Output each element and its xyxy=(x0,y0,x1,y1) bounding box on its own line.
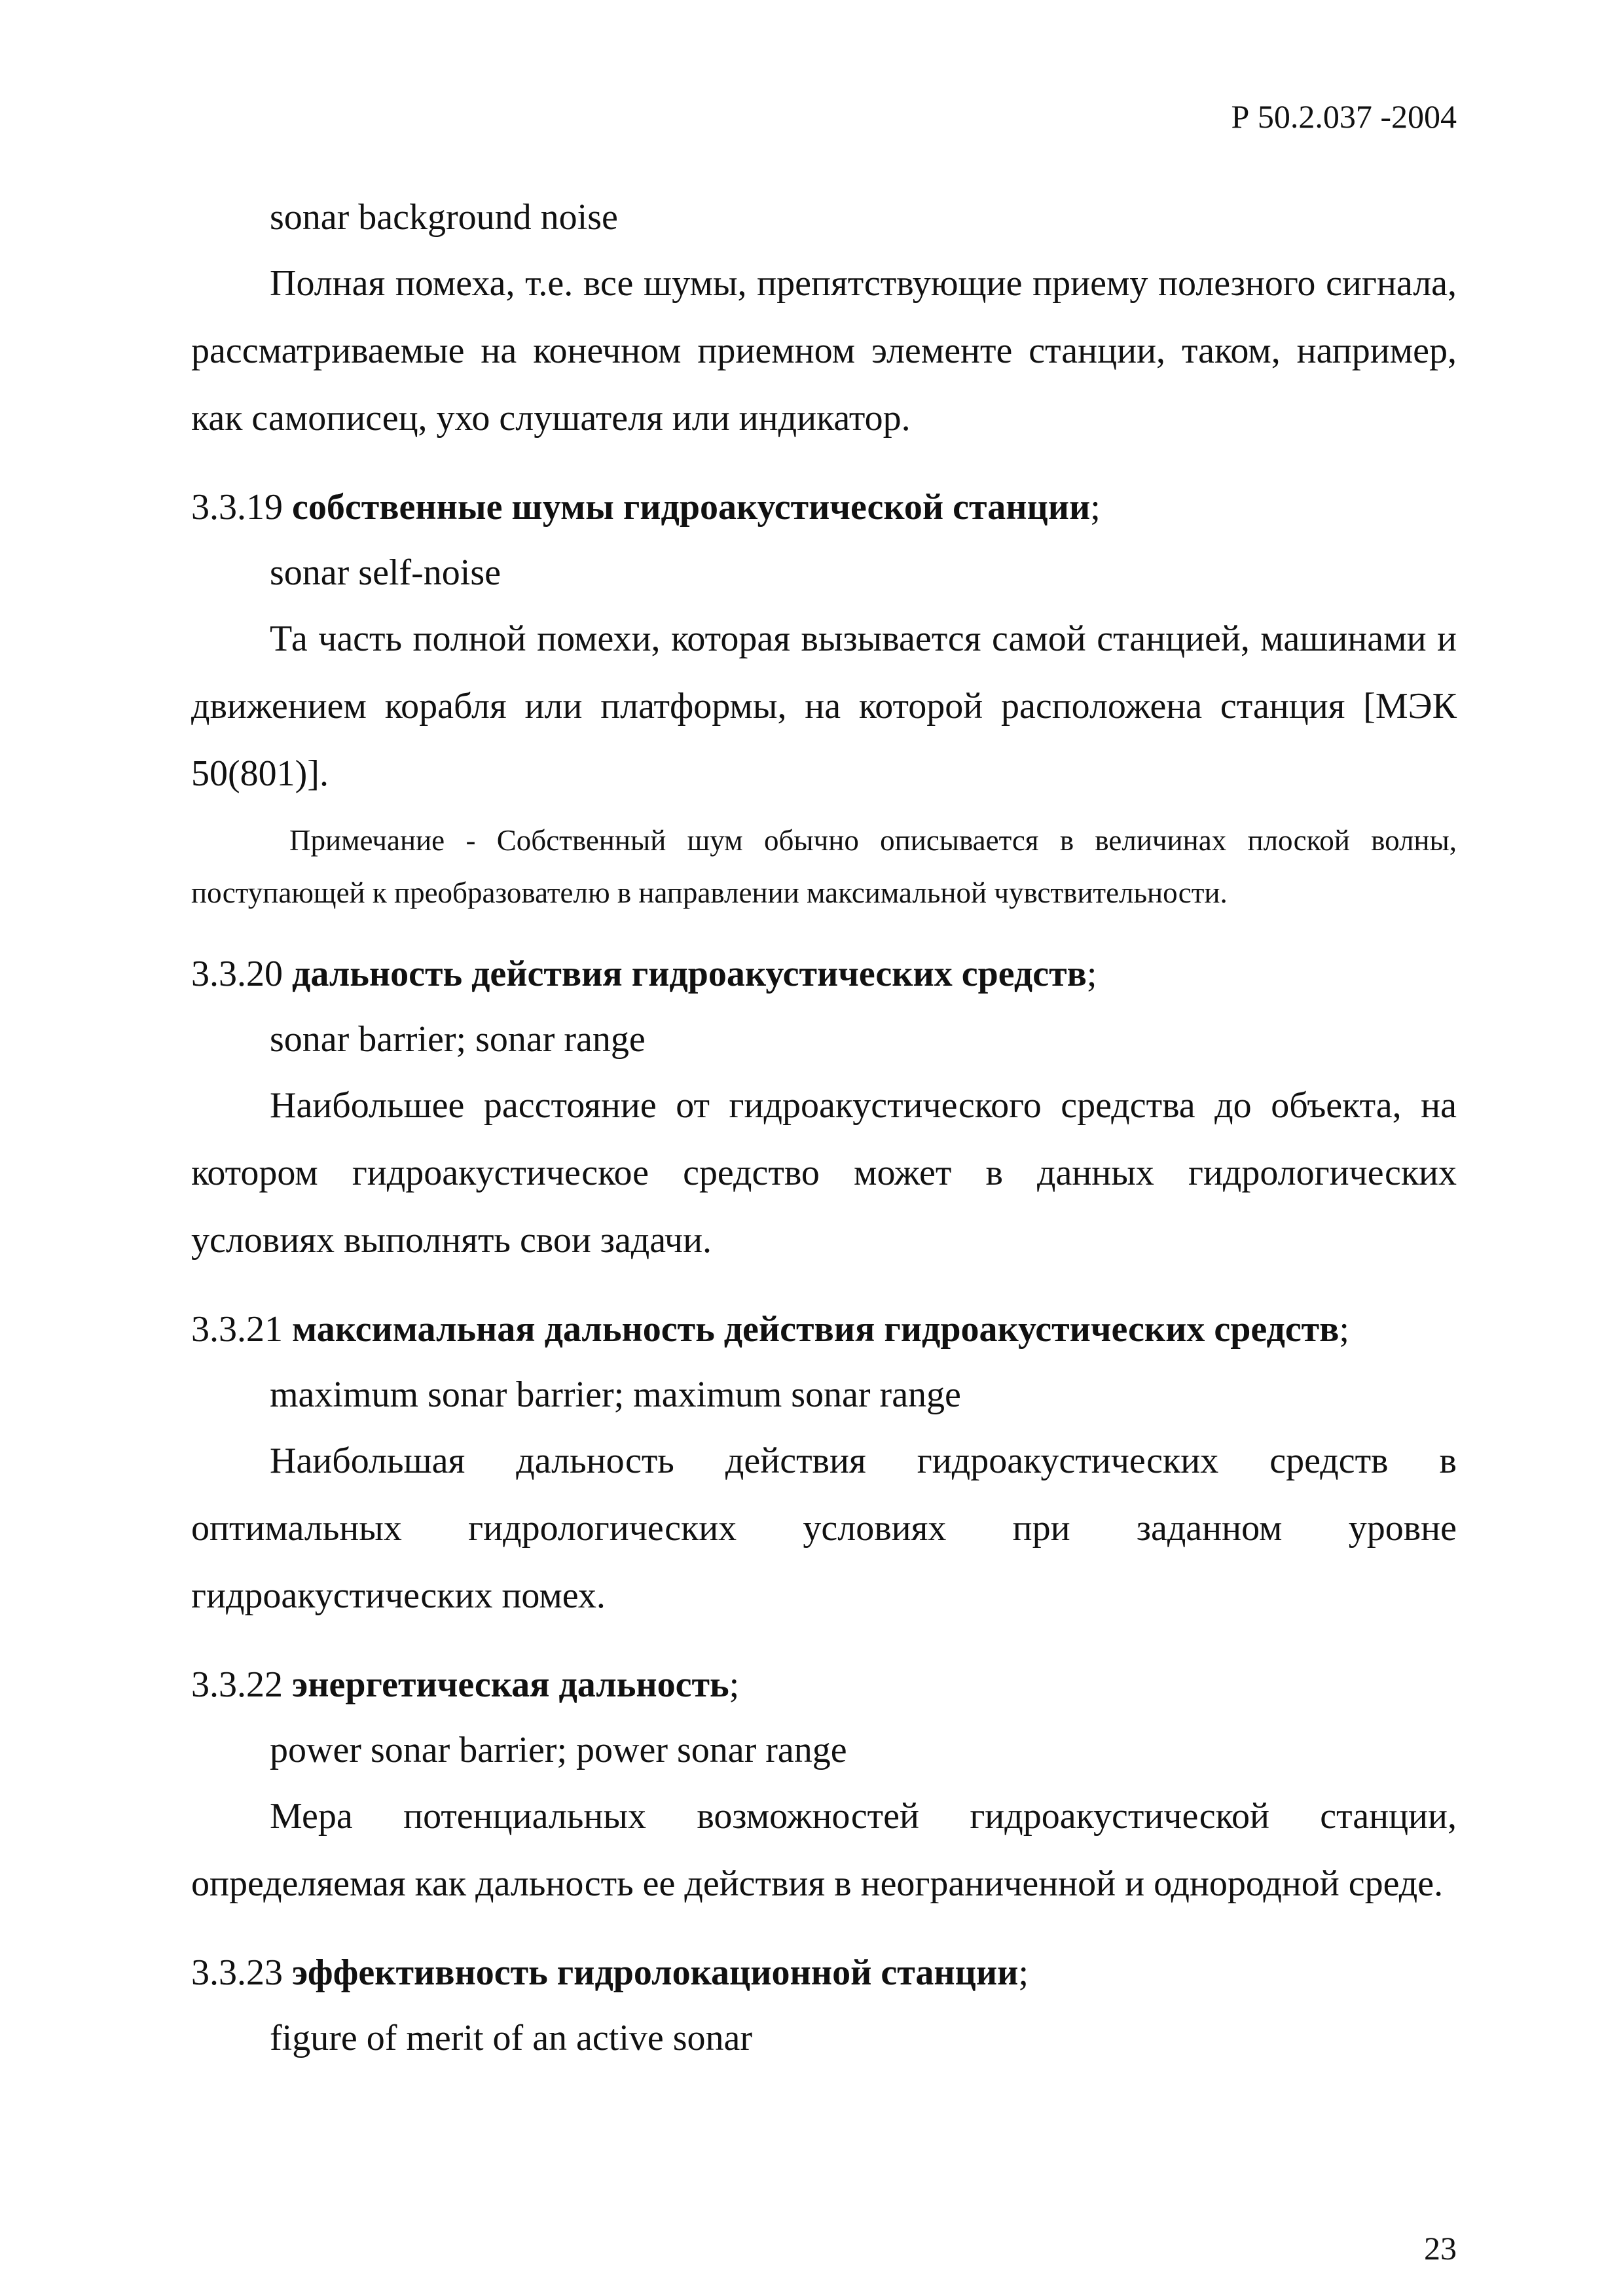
english-term-3-3-20: sonar barrier; sonar range xyxy=(270,1019,646,1060)
definition-3-3-19: Та часть полной помехи, которая вызывается самой станцией, машинами и движением корабля или платформы, на которой расположена станция [МЭК 50(801)]. xyxy=(191,619,1457,794)
definition-3-3-18: Полная помеха, т.е. все шумы, препятствующие приему полезного сигнала, рассматриваемые на конечном приемном элементе станции, таком, например, как самописец, ухо слушателя или индикатор. xyxy=(191,263,1457,439)
term-heading-3-3-19 xyxy=(191,475,1457,540)
term-title: максимальная дальность действия гидроакустических средств xyxy=(292,1309,1340,1350)
definition-3-3-21: Наибольшая дальность действия гидроакустических средств в оптимальных гидрологических условиях при заданном уровне гидроакустических помех. xyxy=(191,1441,1457,1616)
term-punct: ; xyxy=(1339,1309,1349,1350)
english-term-3-3-19: sonar self-noise xyxy=(270,552,501,593)
term-number: 3.3.21 xyxy=(191,1309,283,1350)
term-heading-3-3-21 xyxy=(191,1297,1457,1362)
term-number: 3.3.20 xyxy=(191,954,283,994)
english-term-3-3-21: maximum sonar barrier; maximum sonar range xyxy=(270,1374,961,1415)
term-title: дальность действия гидроакустических средств xyxy=(292,954,1087,994)
definition-3-3-22: Мера потенциальных возможностей гидроакустической станции, определяемая как дальность ее действия в неограниченной и однородной среде. xyxy=(191,1796,1457,1904)
note-3-3-19: Примечание - Собственный шум обычно описывается в величинах плоской волны, поступающей к преобразователю в направлении максимальной чувствительности. xyxy=(191,824,1457,909)
term-number: 3.3.19 xyxy=(191,487,283,528)
definition-3-3-20: Наибольшее расстояние от гидроакустического средства до объекта, на котором гидроакустическое средство может в данных гидрологических условиях выполнять свои задачи. xyxy=(191,1085,1457,1261)
english-term-3-3-23: figure of merit of an active sonar xyxy=(270,2018,753,2058)
term-punct: ; xyxy=(1086,954,1097,994)
term-punct: ; xyxy=(1018,1952,1029,1993)
term-title: эффективность гидролокационной станции xyxy=(292,1952,1019,1993)
page-number: 23 xyxy=(1424,2230,1457,2267)
term-title: энергетическая дальность xyxy=(292,1664,729,1705)
term-heading-3-3-20 xyxy=(191,941,1457,1007)
page-content xyxy=(191,185,1457,2071)
english-term-3-3-18: sonar background noise xyxy=(270,197,618,238)
term-number: 3.3.22 xyxy=(191,1664,283,1705)
document-number: Р 50.2.037 -2004 xyxy=(1231,98,1457,135)
term-number: 3.3.23 xyxy=(191,1952,283,1993)
term-punct: ; xyxy=(729,1664,740,1705)
term-title: собственные шумы гидроакустической станции xyxy=(292,487,1091,528)
term-heading-3-3-23 xyxy=(191,1940,1457,2005)
term-punct: ; xyxy=(1090,487,1101,528)
term-heading-3-3-22 xyxy=(191,1652,1457,1717)
english-term-3-3-22: power sonar barrier; power sonar range xyxy=(270,1730,847,1770)
